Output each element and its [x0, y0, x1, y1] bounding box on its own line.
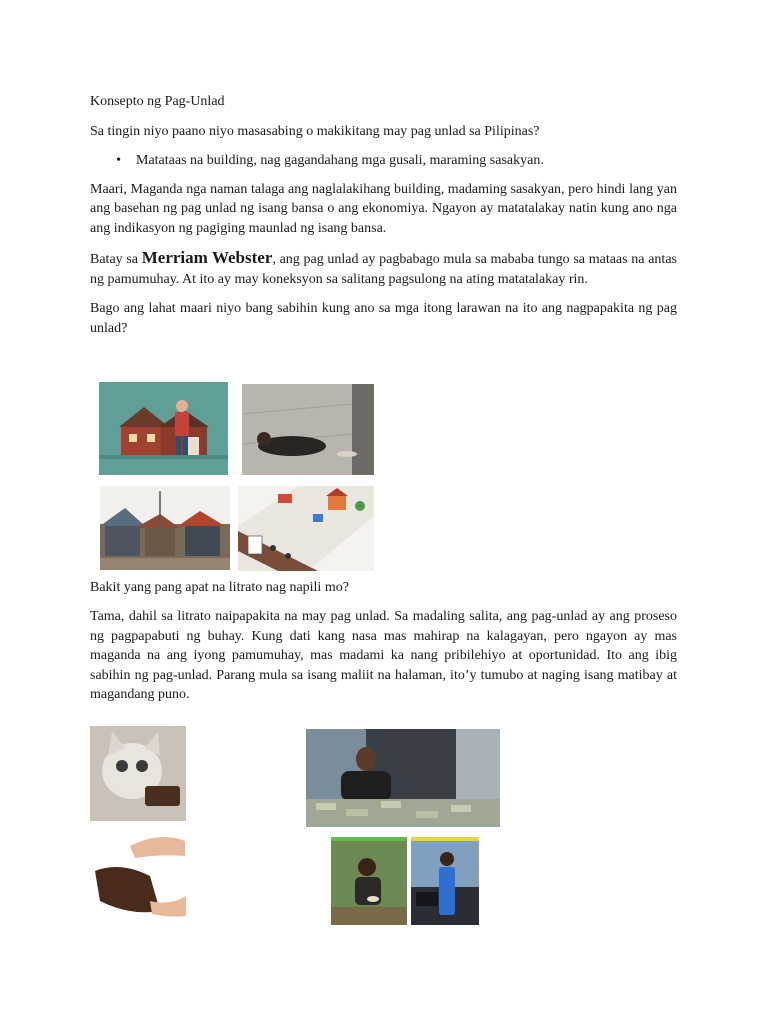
sad-cat-wallet-photo [90, 726, 186, 821]
slum-area-photo [100, 486, 230, 570]
question-1: Sa tingin niyo paano niyo masasabing o makikitang may pag unlad sa Pilipinas? [90, 123, 540, 139]
page-title: Konsepto ng Pag-Unlad [90, 94, 225, 109]
question-2: Bago ang lahat maari niyo bang sabihin kung ano sa mga itong larawan na ito ang nagpapakita ng pag unlad? [90, 301, 677, 336]
paragraph-2: Batay sa Merriam Webster, ang pag unlad ay pagbabago mula sa mababa tungo sa mataas na antas ng pamumuhay. At ito ay may koneksyon sa salitang pagsulong na ating matatalakay rin. [90, 248, 677, 287]
bullet-icon: • [116, 153, 121, 168]
empty-wallet-hand-photo [90, 826, 186, 920]
paragraph-3: Tama, dahil sa litrato naipapakita na may pag unlad. Sa madaling salita, ang pag-unlad ay ang proseso ng pagpapabuti ng buhay. Kung dati kang nasa mas mahirap na kalagayan, pero ngayon ay mas maganda na ang iyong pamumuhay, mas madami ka nang pribilehiyo at oportunidad. Ito ang ibig sabihin ng pag-unlad. Parang mula sa isang maliit na halaman, ito’y tumubo at naging isang matibay at magandang puno. [90, 609, 677, 702]
development-illustration-image [238, 486, 374, 571]
paragraph-1: Maari, Maganda nga naman talaga ang naglalakihang building, madaming sasakyan, pero hindi lang yan ang basehan ng pag unlad ng isang bansa o ang ekonomiya. Ngayon ay matatalakay natin kung ano nga ang indikasyon ng pagiging maunlad ng isang bansa. [90, 181, 677, 236]
woman-after-photo [411, 837, 479, 925]
question-3: Bakit yang pang apat na litrato nag napili mo? [90, 580, 349, 595]
woman-before-photo [331, 837, 407, 925]
house-illustration-image [99, 382, 228, 475]
bullet-text: Matataas na building, nag gagandahang mga gusali, maraming sasakyan. [136, 153, 544, 168]
bullet-item [90, 151, 677, 171]
document-body [90, 92, 677, 348]
merriam-webster-term: Merriam Webster [141, 248, 273, 267]
homeless-person-photo [242, 384, 374, 475]
man-with-money-photo [306, 729, 500, 827]
